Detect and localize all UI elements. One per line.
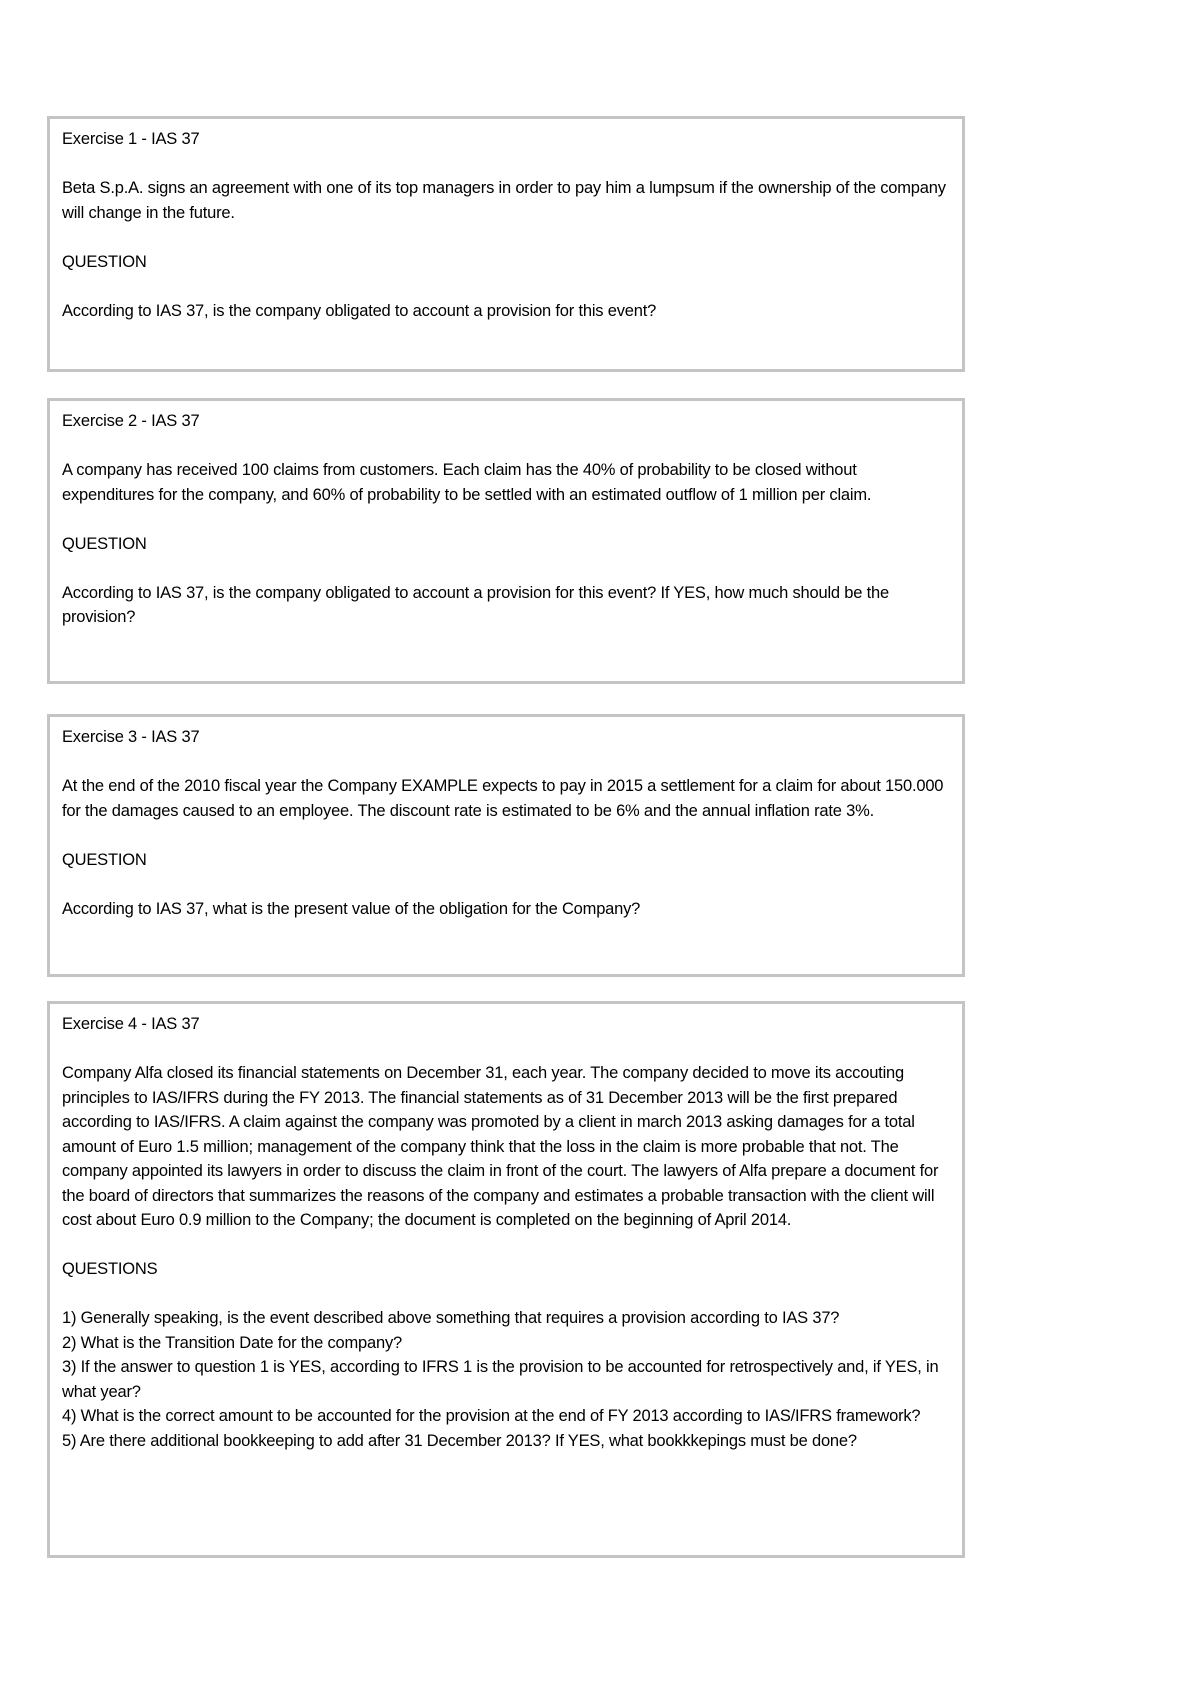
exercise-4-title: Exercise 4 - IAS 37 [62, 1015, 200, 1033]
exercise-1-body: Beta S.p.A. signs an agreement with one of its top managers in order to pay him a lumpsum if the ownership of the company will change in the future. [62, 179, 946, 222]
exercise-2-box [47, 398, 965, 684]
exercise-4-question-item: 1) Generally speaking, is the event described above something that requires a provision according to IAS 37? [62, 1309, 840, 1327]
exercise-4-body: Company Alfa closed its financial statements on December 31, each year. The company decided to move its accouting principles to IAS/IFRS during the FY 2013. The financial statements as of 31 December 2013 will be the first prepared according to IAS/IFRS. A claim against the company was promoted by a client in march 2013 asking damages for a total amount of Euro 1.5 million; management of the company think that the loss in the claim is more probable that not. The company appointed its lawyers in order to discuss the claim in front of the court. The lawyers of Alfa prepare a document for the board of directors that summarizes the reasons of the company and estimates a probable transaction with the client will cost about Euro 0.9 million to the Company; the document is completed on the beginning of April 2014. [62, 1064, 939, 1229]
exercise-2-question: According to IAS 37, is the company obligated to account a provision for this event? If YES, how much should be the provision? [62, 583, 889, 626]
exercise-4-question-item: 3) If the answer to question 1 is YES, according to IFRS 1 is the provision to be accounted for retrospectively and, if YES, in what year? [62, 1358, 939, 1401]
exercise-4-question-list [62, 1306, 950, 1453]
exercise-4-question-label: QUESTIONS [62, 1260, 158, 1278]
exercise-4-question-item: 4) What is the correct amount to be accounted for the provision at the end of FY 2013 according to IAS/IFRS framework? [62, 1407, 921, 1425]
exercise-3-body: At the end of the 2010 fiscal year the Company EXAMPLE expects to pay in 2015 a settlement for a claim for about 150.000 for the damages caused to an employee. The discount rate is estimated to be 6% and the annual inflation rate 3%. [62, 777, 944, 820]
exercise-3-question-label: QUESTION [62, 850, 147, 869]
exercise-1-question-label: QUESTION [62, 252, 147, 271]
exercise-2-body: A company has received 100 claims from customers. Each claim has the 40% of probability to be closed without expenditures for the company, and 60% of probability to be settled with an estimated outflow of 1 million per claim. [62, 461, 872, 504]
exercise-3-title: Exercise 3 - IAS 37 [62, 728, 200, 746]
exercise-3-box [47, 714, 965, 977]
exercise-1-question: According to IAS 37, is the company obligated to account a provision for this event? [62, 301, 657, 320]
exercise-4-question-item: 2) What is the Transition Date for the company? [62, 1333, 403, 1352]
exercise-3-question: According to IAS 37, what is the present value of the obligation for the Company? [62, 899, 641, 918]
exercise-4-box [47, 1001, 965, 1558]
exercise-4-question-item: 5) Are there additional bookkeeping to add after 31 December 2013? If YES, what bookkkepings must be done? [62, 1431, 857, 1450]
exercise-2-question-label: QUESTION [62, 534, 147, 553]
exercise-1-title: Exercise 1 - IAS 37 [62, 130, 200, 148]
exercise-2-title: Exercise 2 - IAS 37 [62, 412, 200, 430]
exercise-1-box [47, 116, 965, 372]
